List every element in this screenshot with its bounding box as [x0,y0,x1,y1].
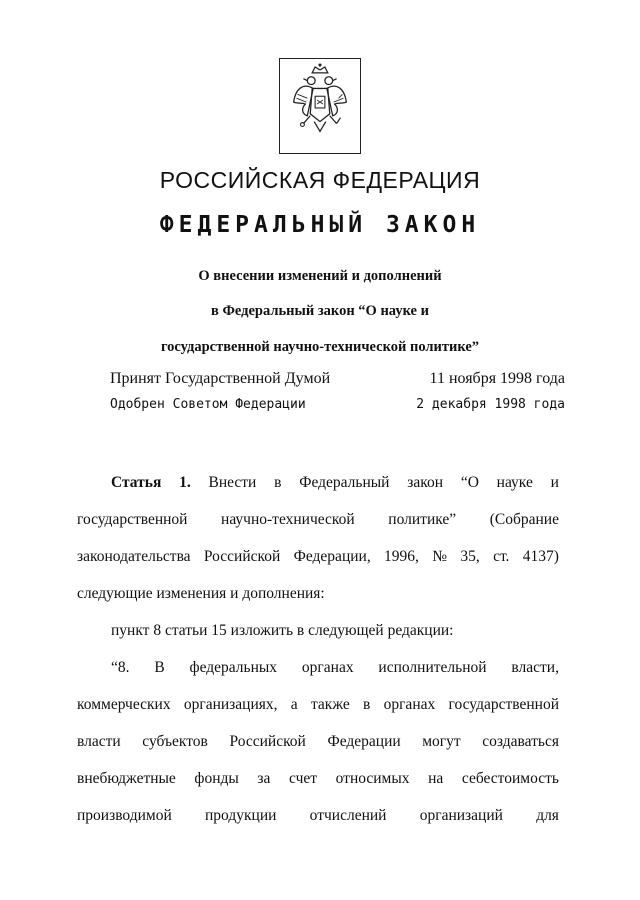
country-heading: РОССИЙСКАЯ ФЕДЕРАЦИЯ [159,167,481,193]
word: продукции [205,807,277,824]
word: государственной [77,511,188,528]
word: Федеральный [299,474,390,491]
word: “О [460,474,479,491]
word: 4137) [522,548,559,565]
word: на [428,770,444,787]
quote-line-4 [77,760,559,797]
title-line-1: О внесении изменений и дополнений [198,268,442,284]
word: 1996, [384,548,419,565]
word: органах [383,696,436,713]
word: коммерческих [77,696,171,713]
word: Российской [229,733,306,750]
quote-line-1 [111,649,559,686]
word: законодательства [77,548,191,565]
word: исполнительной [378,659,487,676]
council-date: 2 декабря 1998 года [416,397,565,412]
duma-date: 11 ноября 1998 года [429,370,565,387]
word: себестоимость [461,770,559,787]
word: Внести [208,474,257,491]
word: также [310,696,350,713]
word: государственной [448,696,559,713]
word: власти, [511,659,559,676]
word: научно-технической [221,511,355,528]
word: органах [301,659,354,676]
article-1-line-1 [111,464,559,501]
quote-line-2 [77,686,559,723]
word: Федерации [327,733,401,750]
council-label: Одобрен Советом Федерации [110,397,306,412]
article-1-line-4-text: следующие изменения и дополнения: [77,585,325,602]
title-line-2: в Федеральный закон “О науке и [211,303,429,319]
word: могут [422,733,461,750]
coat-of-arms-icon [279,58,361,154]
point-intro [111,612,559,649]
point-intro-text: пункт 8 статьи 15 изложить в следующей редакции: [111,622,454,639]
word: (Собрание [489,511,559,528]
word: власти [77,733,121,750]
word: организаций [419,807,503,824]
duma-adoption [110,370,565,392]
word: а [290,696,298,713]
duma-label: Принят Государственной Думой [110,370,331,387]
word: внебюджетные [77,770,176,787]
quote-line-5 [77,797,559,834]
word: фонды [194,770,239,787]
word: в [362,696,371,713]
eagle-emblem [280,59,360,153]
word: создаваться [482,733,559,750]
word: субъектов [142,733,208,750]
word: за [257,770,271,787]
quote-line-3 [77,723,559,760]
word: Федерации, [293,548,371,565]
word: 35, [460,548,480,565]
law-type-heading: ФЕДЕРАЛЬНЫЙ ЗАКОН [159,212,481,238]
article-1-line-4 [77,575,559,612]
word: Российской [203,548,281,565]
article-1-line-3 [77,538,559,575]
word: отчислений [309,807,387,824]
word: науке [496,474,533,491]
word: № [432,548,448,565]
word: “8. [111,659,130,676]
word: в [274,474,282,491]
word: федеральных [189,659,278,676]
word: ст. [493,548,510,565]
word: В [154,659,165,676]
word: для [536,807,559,824]
word: производимой [77,807,172,824]
word: относимых [335,770,410,787]
word: закон [407,474,444,491]
word: и [550,474,559,491]
word: счет [289,770,318,787]
council-approval [110,397,565,419]
word: организациях, [183,696,278,713]
title-line-3: государственной научно-технической политике” [160,339,480,355]
word: политике” [388,511,457,528]
article-1-line-2 [77,501,559,538]
word: Статья [111,474,162,491]
word: 1. [179,474,191,491]
